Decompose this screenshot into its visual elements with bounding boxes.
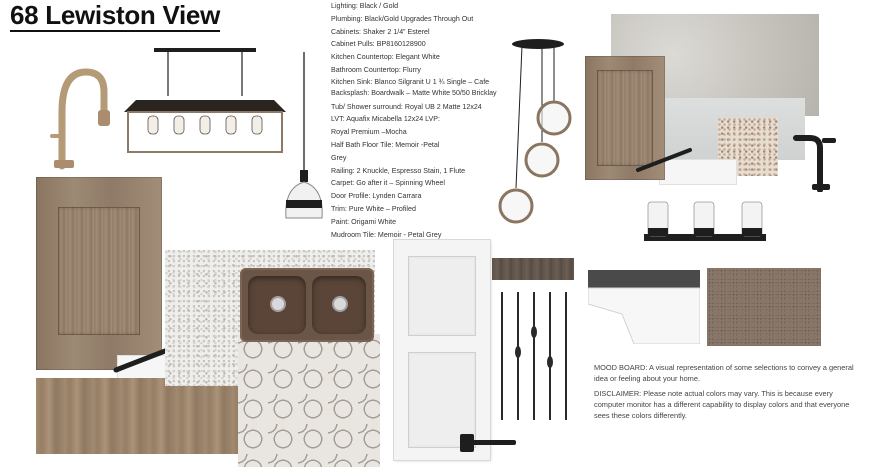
spec-kitchen-countertop: Kitchen Countertop: Elegant White xyxy=(331,53,440,62)
spec-half-bath-tile-cont: Grey xyxy=(331,153,347,162)
cabinet-door-panel xyxy=(58,207,140,335)
spec-carpet: Carpet: Go after it – Spinning Wheel xyxy=(331,179,445,188)
disclaimer-note: DISCLAIMER: Please note actual colors may vary. This is because every computer monitor has a different capability to display colors and that everyone sees these colors differently. xyxy=(594,389,850,420)
pendant-light-icon xyxy=(280,52,330,222)
specs-list xyxy=(331,0,501,241)
spec-paint: Paint: Origami White xyxy=(331,217,397,226)
sink-bowl-right xyxy=(312,276,366,334)
page-title: 68 Lewiston View xyxy=(10,0,221,30)
spec-plumbing: Plumbing: Black/Gold Upgrades Through Out xyxy=(331,14,474,23)
trim-profile-icon xyxy=(588,270,700,344)
spec-door-profile: Door Profile: Lynden Carrara xyxy=(331,192,422,201)
spec-lvp: Royal Premium –Mocha xyxy=(331,128,407,137)
spec-backsplash: Backsplash: Boardwalk – Matte White 50/50 Bricklay xyxy=(331,89,497,98)
interior-door-swatch xyxy=(394,240,490,460)
drain-icon xyxy=(332,296,348,312)
spec-railing: Railing: 2 Knuckle, Espresso Stain, 1 Flute xyxy=(331,166,466,175)
spec-cabinets: Cabinets: Shaker 2 1/4” Esterel xyxy=(331,27,430,36)
linear-chandelier-icon xyxy=(124,48,286,158)
door-lever-icon xyxy=(460,432,518,454)
spec-bathroom-countertop: Bathroom Countertop: Flurry xyxy=(331,65,421,74)
notes-block xyxy=(594,362,862,425)
spec-tub-shower: Tub/ Shower surround: Royal UB 2 Matte 12x24 xyxy=(331,102,482,111)
door-panel-upper xyxy=(408,256,476,336)
spec-kitchen-sink: Kitchen Sink: Blanco Silgranit U 1 ¾ Single – Cafe xyxy=(331,78,490,87)
carpet-swatch xyxy=(707,268,821,346)
spec-mudroom-tile: Mudroom Tile: Memoir - Petal Grey xyxy=(331,230,442,239)
spec-half-bath-tile: Half Bath Floor Tile: Memoir -Petal xyxy=(331,140,440,149)
balusters-icon xyxy=(496,292,572,420)
spec-trim: Trim: Pure White – Profiled xyxy=(331,204,416,213)
double-sink-swatch xyxy=(240,268,374,342)
spec-lvt: LVT: Aquafix Micabella 12x24 LVP: xyxy=(331,115,440,124)
gold-faucet-icon xyxy=(46,62,112,170)
moodboard-note: MOOD BOARD: A visual representation of some selections to convey a general idea or feeling about your home. xyxy=(594,363,854,383)
spec-cabinet-pulls: Cabinet Pulls: BP8160128900 xyxy=(331,40,426,49)
bath-cabinet-pull-icon xyxy=(634,142,694,176)
sink-bowl-left xyxy=(248,276,306,334)
railing-espresso-swatch xyxy=(492,258,574,280)
drain-icon xyxy=(270,296,286,312)
vanity-light-icon xyxy=(640,198,770,246)
spec-lighting: Lighting: Black / Gold xyxy=(331,2,399,10)
black-bath-faucet-icon xyxy=(790,134,838,192)
pattern-tile-swatch xyxy=(238,334,380,467)
globe-pendant-cluster-icon xyxy=(496,32,576,228)
